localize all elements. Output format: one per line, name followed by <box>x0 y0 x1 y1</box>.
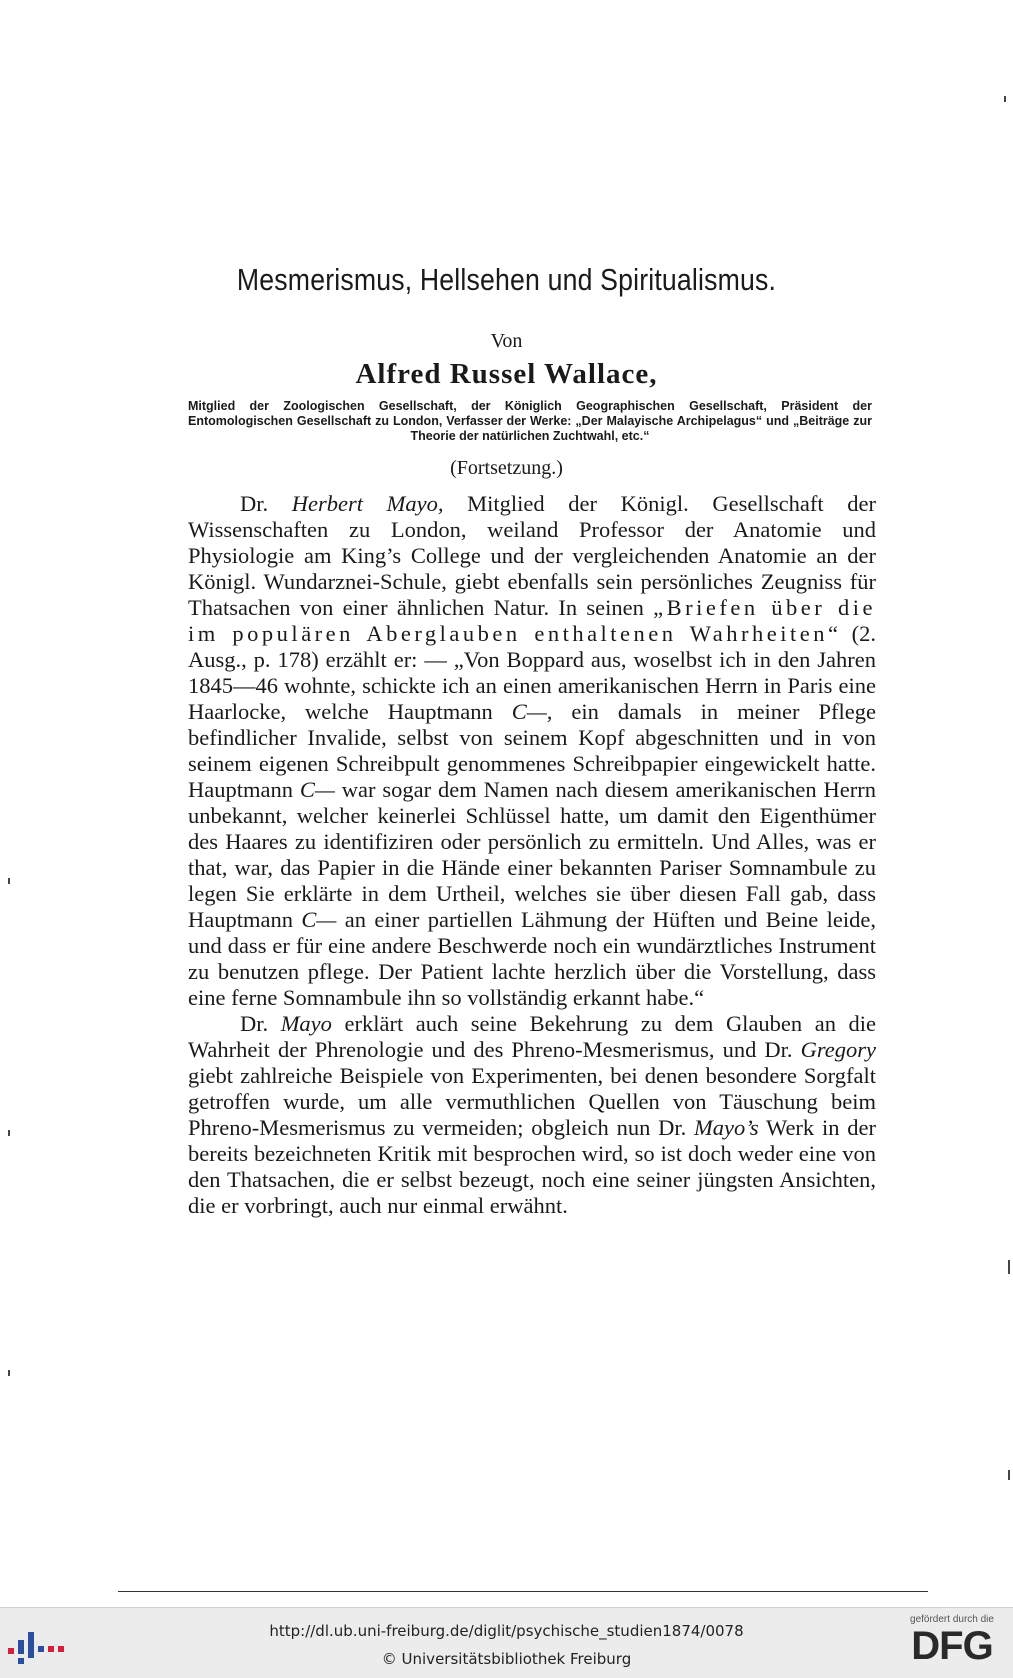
text-run: war sogar dem Namen nach diesem amerikanischen Herrn unbekannt, welcher keinerlei Schlüssel hatte, um damit den Eigenthümer des Haares zu identifiziren oder persönlich zu ermitteln. Und Alles, was er that, war, das Papier in die Hände einer bekannten Pariser Somnambule zu legen Sie erklärte in dem Urtheil, welches sie über diesen Fall gab, dass Hauptmann <box>188 777 876 932</box>
text-run: an einer partiellen Lähmung der Hüften und Beine leide, und dass er für eine andere Beschwerde noch ein wundärztliches Instrument zu benutzen pflege. Der Patient lachte herzlich über die Vorstellung, dass eine ferne Somnambule ihn so vollständig erkannt habe.“ <box>188 907 876 1010</box>
scan-speck <box>8 1370 10 1376</box>
text-run: Werk in der bereits bezeichneten Kritik mit besprochen wird, so ist doch weder eine von den Thatsachen, die er selbst bezeugt, noch eine seiner jüngsten Ansichten, die er vorbringt, auch nur einmal erwähnt. <box>188 1115 876 1218</box>
text-run: Mitglied der Königl. Gesellschaft der Wissenschaften zu London, weiland Professor der Anatomie und Physiologie am King’s College und der vergleichenden Anatomie an der Königl. Wundarznei-Schule, giebt ebenfalls sein persönliches Zeugniss für Thatsachen von einer ähnlichen Natur. In seinen <box>188 491 876 620</box>
scan-speck <box>1008 1470 1010 1480</box>
scan-speck <box>8 1130 10 1136</box>
document-url-link[interactable]: http://dl.ub.uni-freiburg.de/diglit/psychische_studien1874/0078 <box>269 1622 744 1640</box>
text-run: Dr. <box>240 1011 281 1036</box>
page-bottom-rule <box>118 1591 928 1592</box>
text-run: Dr. <box>240 491 292 516</box>
scan-speck <box>8 878 10 884</box>
person-name: Gregory <box>800 1037 876 1062</box>
text-run: giebt zahlreiche Beispiele von Experimenten, bei denen besondere Sorgfalt getroffen wurde, um alle vermuthlichen Quellen von Täuschung beim Phreno-Mesmerismus zu vermeiden; obgleich nun Dr. <box>188 1063 876 1140</box>
text-run: ein damals in meiner Pflege befindlicher Invalide, selbst von seinem Kopf abgeschnitten und in von seinem eigenen Schreibpult genommenes Schreibpapier eingewickelt hatte. Hauptmann <box>188 699 877 802</box>
copyright-notice: © Universitätsbibliothek Freiburg <box>381 1650 632 1668</box>
person-name: C— <box>299 777 335 802</box>
person-name: C—, <box>511 699 553 724</box>
spaced-book-title: „Briefen über die im populären Aberglauben enthaltenen Wahrheiten“ <box>188 595 876 646</box>
person-name: Mayo’s <box>694 1115 759 1140</box>
scan-speck <box>1008 1260 1010 1274</box>
scan-speck <box>1004 96 1006 102</box>
article-body <box>188 491 876 1219</box>
text-run: erklärt auch seine Bekehrung zu dem Glauben an die Wahrheit der Phrenologie und des Phreno-Mesmerismus, und Dr. <box>188 1011 877 1062</box>
article-title: Mesmerismus, Hellsehen und Spiritualismus. <box>236 262 777 297</box>
paragraph-2 <box>188 1011 876 1219</box>
person-name: Mayo <box>280 1011 332 1036</box>
continuation-note: (Fortsetzung.) <box>450 457 563 479</box>
byline-von: Von <box>490 330 523 352</box>
paragraph-1 <box>188 491 876 1011</box>
author-name: Alfred Russel Wallace, <box>355 358 658 390</box>
text-run: (2. Ausg., p. 178) erzählt er: — „Von Boppard aus, woselbst ich in den Jahren 1845—46 wohnte, schickte ich an einen amerikanischen Herrn in Paris eine Haarlocke, welche Hauptmann <box>188 621 876 724</box>
viewer-footer <box>0 1607 1013 1678</box>
person-name: Herbert Mayo, <box>291 491 444 516</box>
author-affiliation: Mitglied der Zoologischen Gesellschaft, der Königlich Geographischen Gesellschaft, Präsident der Entomologischen Gesellschaft zu London, Verfasser der Werke: „Der Malayische Archipelagus“ und „Beiträge zur Theorie der natürlichen Zuchtwahl, etc.“ <box>188 399 872 443</box>
sponsor-note: gefördert durch die <box>910 1614 994 1625</box>
dfg-sponsor-badge <box>895 1614 1009 1674</box>
dfg-logo-text: DFG <box>911 1624 993 1668</box>
person-name: C— <box>301 907 337 932</box>
